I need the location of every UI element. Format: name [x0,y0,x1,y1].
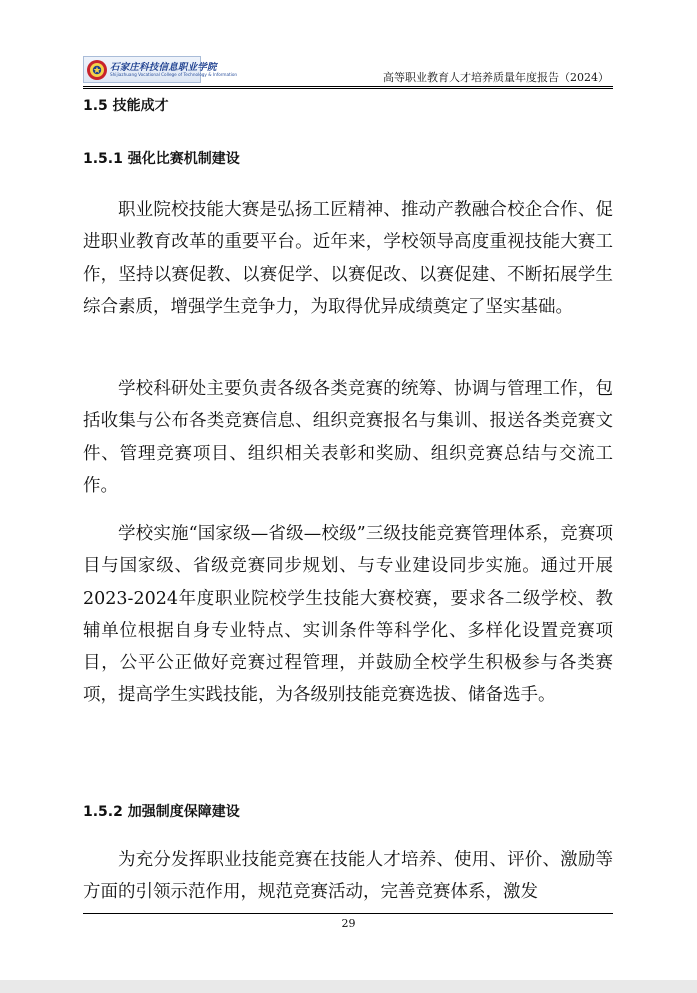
header-divider [83,86,613,89]
report-title: 高等职业教育人才培养质量年度报告（2024） [383,71,609,84]
paragraph-4: 为充分发挥职业技能竞赛在技能人才培养、使用、评价、激励等方面的引领示范作用，规范竞赛活动，完善竞赛体系，激发 [83,850,613,903]
section-heading-1-5-1: 1.5.1 强化比赛机制建设 [83,151,240,167]
logo-name: 石家庄科技信息职业学院 [110,62,217,73]
college-emblem-icon [86,59,108,81]
page-number: 29 [341,917,356,930]
section-heading-1-5: 1.5 技能成才 [83,98,169,114]
section-heading-1-5-2: 1.5.2 加强制度保障建设 [83,804,240,820]
footer-divider [83,913,613,914]
page-header [83,52,613,88]
logo-subtext: Shijiazhuang Vocational College of Technology & Information [110,72,238,77]
college-logo [83,56,238,83]
paragraph-1: 职业院校技能大赛是弘扬工匠精神、推动产教融合校企合作、促进职业教育改革的重要平台。近年来，学校领导高度重视技能大赛工作，坚持以赛促教、以赛促学、以赛促改、以赛促建、不断拓展学生综合素质，增强学生竞争力，为取得优异成绩奠定了坚实基础。 [83,200,613,317]
paragraph-2: 学校科研处主要负责各级各类竞赛的统筹、协调与管理工作，包括收集与公布各类竞赛信息、组织竞赛报名与集训、报送各类竞赛文件、管理竞赛项目、组织相关表彰和奖励、组织竞赛总结与交流工作。 [83,379,613,496]
paragraph-3: 学校实施“国家级—省级—校级”三级技能竞赛管理体系，竞赛项目与国家级、省级竞赛同步规划、与专业建设同步实施。通过开展2023-2024年度职业院校学生技能大赛校赛，要求各二级学校、教辅单位根据自身专业特点、实训条件等科学化、多样化设置竞赛项目，公平公正做好竞赛过程管理，并鼓励全校学生积极参与各类赛项，提高学生实践技能，为各级别技能竞赛选拔、储备选手。 [83,524,613,706]
